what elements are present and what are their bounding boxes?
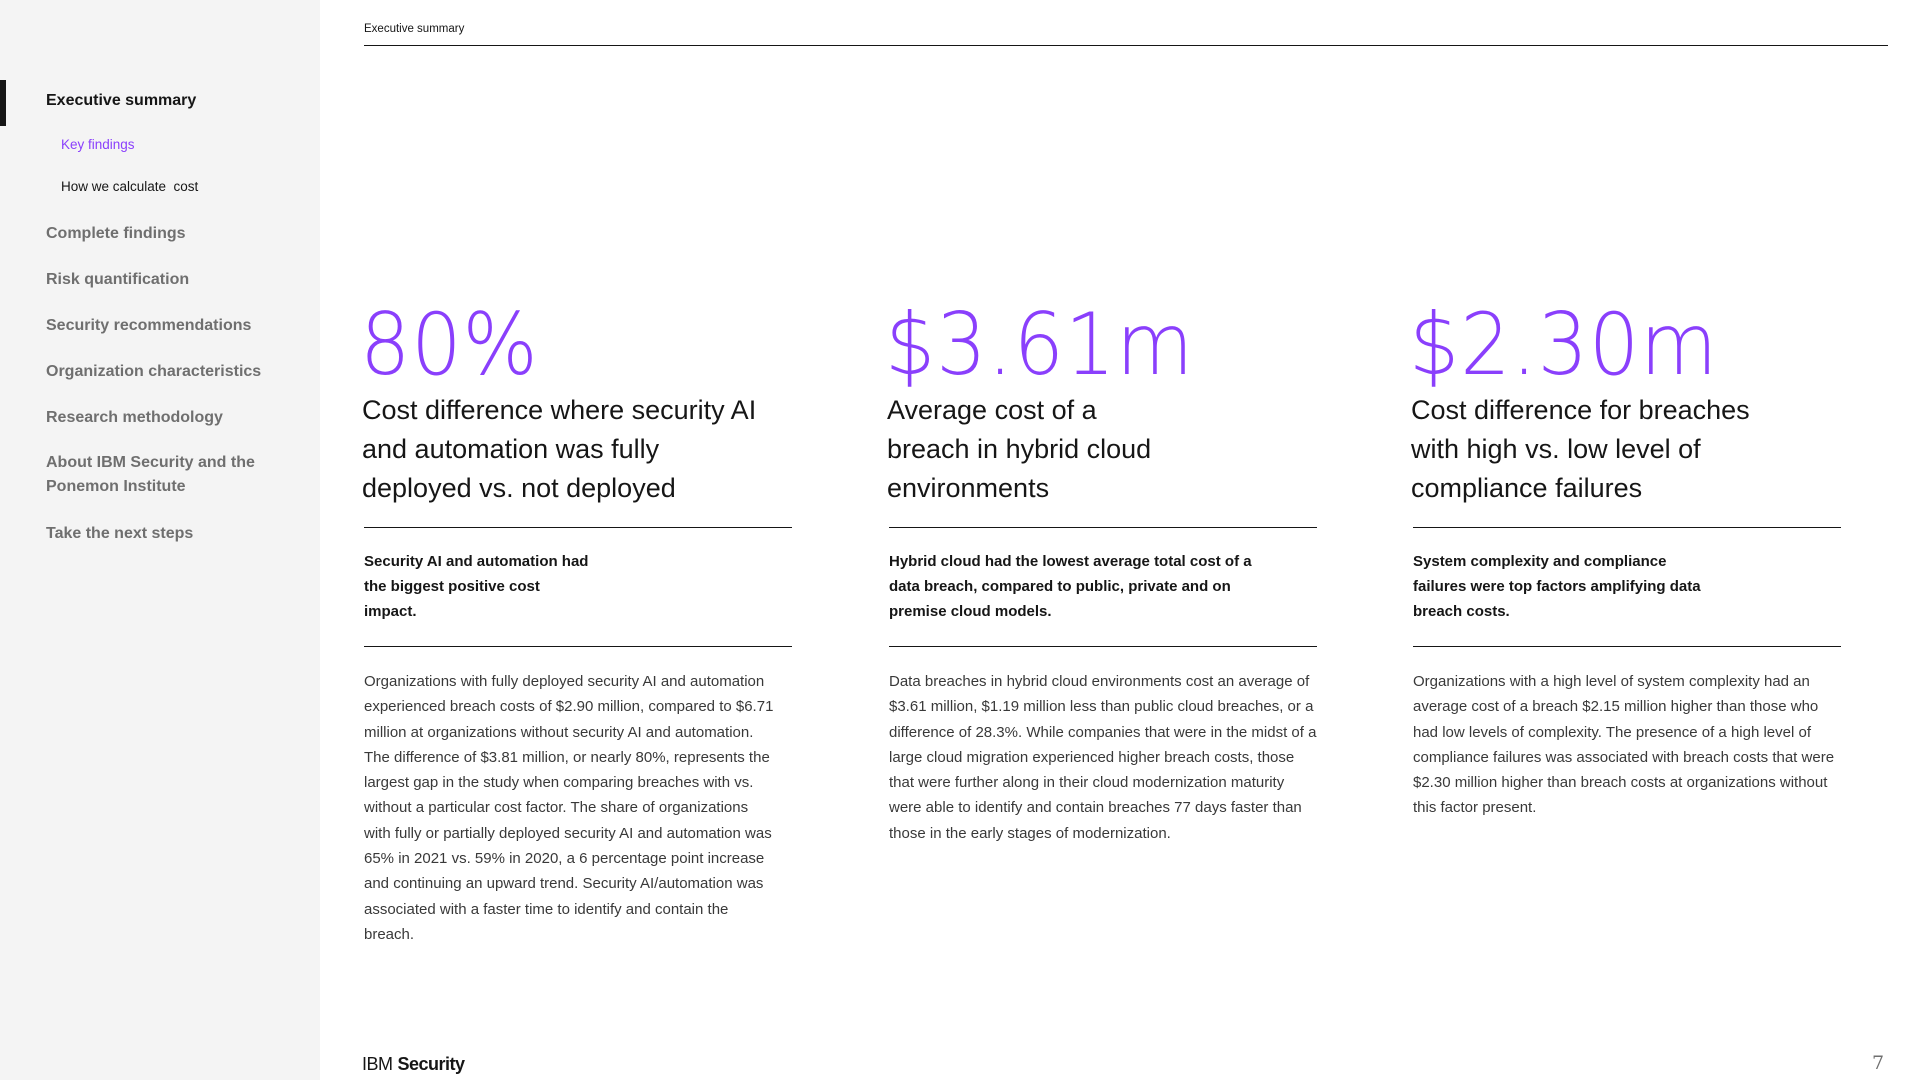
sidebar-item-organization-characteristics[interactable]: Organization characteristics: [46, 363, 262, 380]
logo-security-text: Security: [397, 1054, 465, 1074]
sidebar-subitem-key-findings[interactable]: Key findings: [61, 137, 135, 152]
sidebar-item-about-ibm-security[interactable]: About IBM Security and the Ponemon Institute: [46, 454, 255, 495]
divider: [889, 646, 1317, 647]
header-divider: [364, 45, 1888, 46]
sidebar-item-research-methodology[interactable]: Research methodology: [46, 409, 223, 426]
stat-subheading: System complexity and compliance failures were top factors amplifying data breach costs.: [1413, 553, 1701, 620]
sidebar-item-executive-summary[interactable]: Executive summary: [46, 92, 197, 109]
stat-value: $3.61m: [885, 295, 1195, 395]
sidebar-item-risk-quantification[interactable]: Risk quantification: [46, 271, 190, 288]
stat-value: $2.30m: [1409, 295, 1719, 395]
divider: [1413, 527, 1841, 528]
stat-value: 80%: [360, 295, 539, 395]
divider: [1413, 646, 1841, 647]
stat-heading: Cost difference where security AI and automation was fully deployed vs. not deployed: [362, 395, 757, 503]
stat-subheading: Security AI and automation had the biggest positive cost impact.: [364, 553, 589, 620]
section-header: Executive summary: [364, 23, 465, 35]
divider: [364, 527, 792, 528]
sidebar-subitem-how-we-calculate-cost[interactable]: How we calculate cost: [61, 179, 199, 194]
stat-body: Data breaches in hybrid cloud environments cost an average of $3.61 million, $1.19 million less than public cloud breaches, or a difference of 28.3%. While companies that were in the midst of a large cloud migration experienced higher breach costs, those that were further along in their cloud modernization maturity were able to identify and contain breaches 77 days faster than those in the early stages of modernization.: [889, 673, 1317, 842]
stat-card-compliance: [1409, 295, 1841, 817]
sidebar-item-security-recommendations[interactable]: Security recommendations: [46, 317, 252, 334]
divider: [889, 527, 1317, 528]
stat-heading: Cost difference for breaches with high vs. low level of compliance failures: [1411, 395, 1750, 503]
sidebar-item-take-next-steps[interactable]: Take the next steps: [46, 525, 194, 542]
stat-body: Organizations with fully deployed security AI and automation experienced breach costs of $2.90 million, compared to $6.71 million at organizations without security AI and automation. The difference of $3.81 million, or nearly 80%, represents the largest gap in the study when comparing breaches with vs. without a particular cost factor. The share of organizations with fully or partially deployed security AI and automation was 65% in 2021 vs. 59% in 2020, a 6 percentage point increase and continuing an upward trend. Security AI/automation was associated with a faster time to identify and contain the breach.: [364, 673, 774, 943]
page-number: 7: [1872, 1052, 1885, 1074]
stat-card-hybrid-cloud: [885, 295, 1317, 842]
sidebar-item-complete-findings[interactable]: Complete findings: [46, 225, 186, 242]
stat-card-ai-automation: [360, 295, 792, 943]
stat-subheading: Hybrid cloud had the lowest average total cost of a data breach, compared to public, private and on premise cloud models.: [889, 553, 1252, 620]
stat-body: Organizations with a high level of system complexity had an average cost of a breach $2.15 million higher than those who had low levels of complexity. The presence of a high level of compliance failures was associated with breach costs that were $2.30 million higher than breach costs at organizations without this factor present.: [1413, 673, 1835, 817]
stat-heading: Average cost of a breach in hybrid cloud environments: [887, 395, 1152, 503]
sidebar: [0, 0, 320, 1080]
divider: [364, 646, 792, 647]
ibm-security-logo: [362, 1054, 465, 1075]
active-indicator: [0, 80, 6, 126]
logo-ibm-text: IBM: [362, 1054, 393, 1074]
